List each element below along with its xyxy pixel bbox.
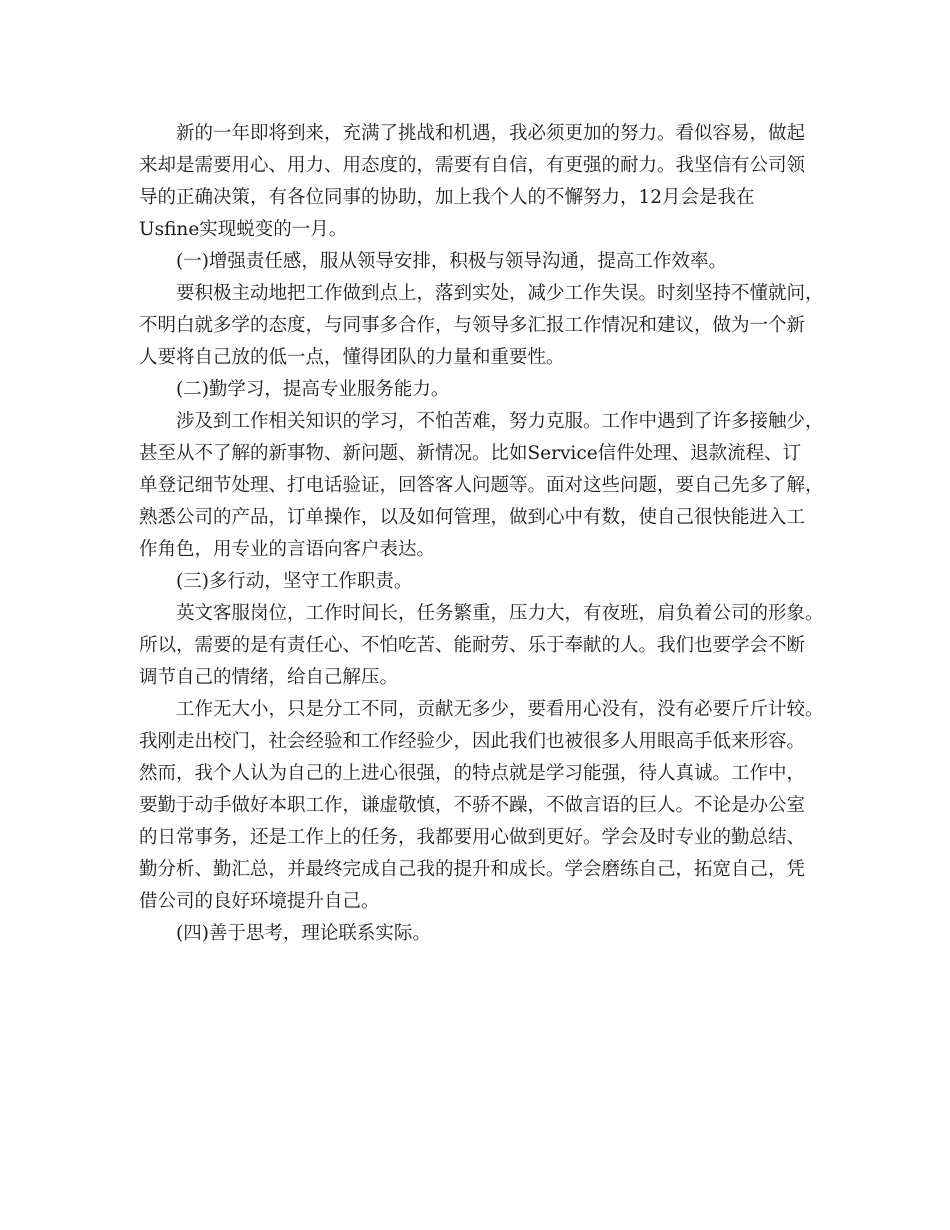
text-line: 新的一年即将到来，充满了挑战和机遇，我必须更加的努力。看似容易，做起 (176, 123, 806, 144)
text-line: 甚至从不了解的新事物、新问题、新情况。比如Service信件处理、退款流程、订 (139, 443, 802, 464)
text-line: 来却是需要用心、用力、用态度的，需要有自信，有更强的耐力。我坚信有公司领 (139, 155, 806, 176)
text-line: 单登记细节处理、打电话验证，回答客人问题等。面对这些问题，要自己先多了解， (139, 475, 824, 496)
text-line: 不明白就多学的态度，与同事多合作，与领导多汇报工作情况和建议，做为一个新 (139, 315, 806, 336)
text-line: 的日常事务，还是工作上的任务，我都要用心做到更好。学会及时专业的勤总结、 (139, 827, 806, 848)
text-line: 勤分析、勤汇总，并最终完成自己我的提升和成长。学会磨练自己，拓宽自己，凭 (139, 859, 806, 880)
text-line: Usfine实现蜕变的一月。 (139, 219, 348, 240)
text-line: 我刚走出校门，社会经验和工作经验少，因此我们也被很多人用眼高手低来形容。 (139, 731, 806, 752)
section-heading-2: (二)勤学习，提高专业服务能力。 (176, 379, 450, 400)
section-heading-1: (一)增强责任感，服从领导安排，积极与领导沟通，提高工作效率。 (176, 251, 727, 272)
document-body (139, 118, 829, 950)
text-line: 人要将自己放的低一点，懂得团队的力量和重要性。 (139, 347, 565, 368)
text-line: 要积极主动地把工作做到点上，落到实处，减少工作失误。时刻坚持不懂就问， (176, 283, 824, 304)
text-line: 所以，需要的是有责任心、不怕吃苦、能耐劳、乐于奉献的人。我们也要学会不断 (139, 635, 806, 656)
text-line: 英文客服岗位，工作时间长，任务繁重，压力大，有夜班，肩负着公司的形象。 (176, 603, 824, 624)
text-line: 熟悉公司的产品，订单操作，以及如何管理，做到心中有数，使自己很快能进入工 (139, 507, 806, 528)
text-line: 调节自己的情绪，给自己解压。 (139, 667, 399, 688)
section-heading-3: (三)多行动，坚守工作职责。 (176, 571, 413, 592)
text-line: 然而，我个人认为自己的上进心很强，的特点就是学习能强，待人真诚。工作中， (139, 763, 806, 784)
text-line: 涉及到工作相关知识的学习，不怕苦难，努力克服。工作中遇到了许多接触少， (176, 411, 824, 432)
text-line: 要勤于动手做好本职工作，谦虚敬慎，不骄不躁，不做言语的巨人。不论是办公室 (139, 795, 806, 816)
text-line: 工作无大小，只是分工不同，贡献无多少，要看用心没有，没有必要斤斤计较。 (176, 699, 824, 720)
text-line: 借公司的良好环境提升自己。 (139, 891, 380, 912)
section-heading-4: (四)善于思考，理论联系实际。 (176, 923, 431, 944)
text-line: 作角色，用专业的言语向客户表达。 (139, 539, 436, 560)
text-line: 导的正确决策，有各位同事的协助，加上我个人的不懈努力，12月会是我在 (139, 187, 755, 208)
